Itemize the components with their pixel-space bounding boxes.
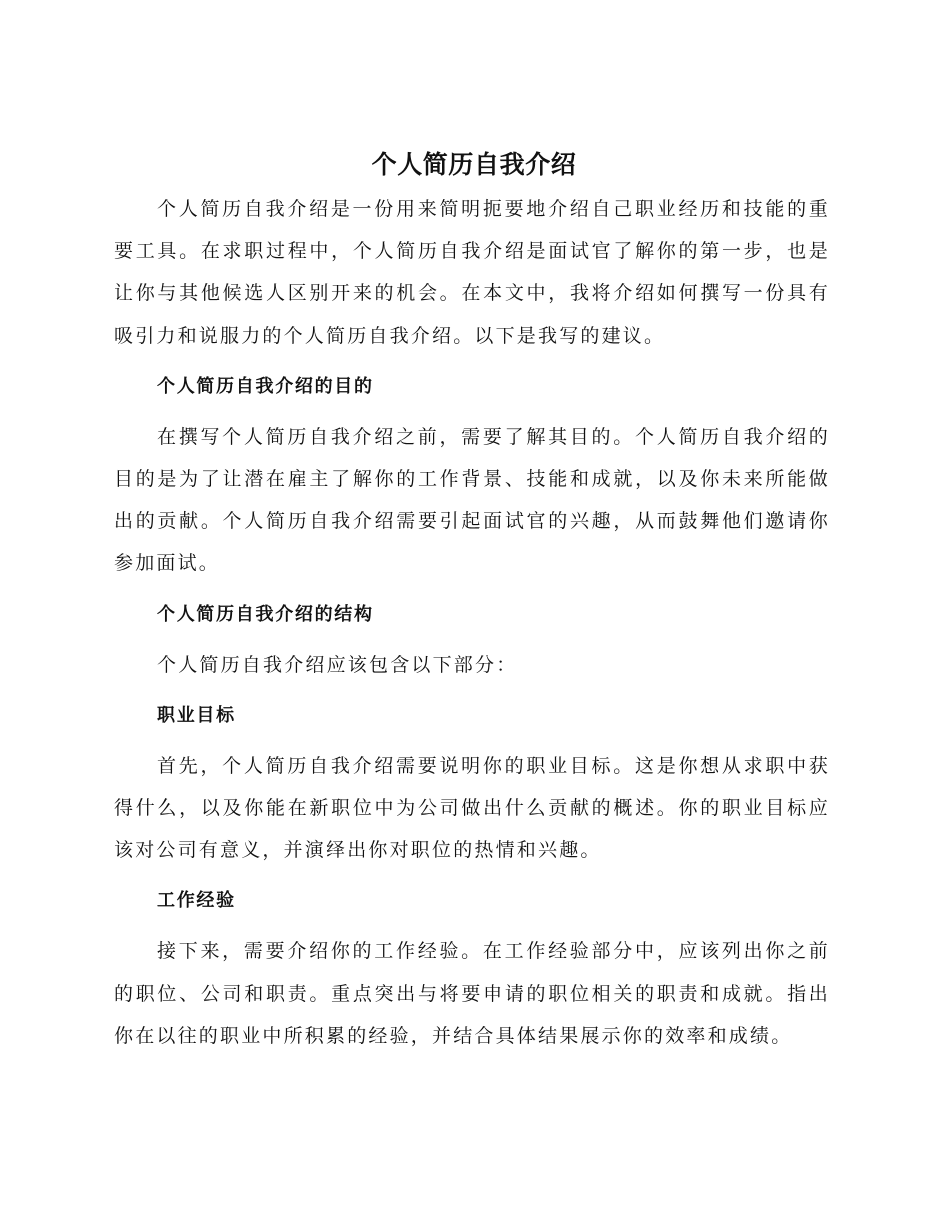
section-heading: 职业目标 [157, 704, 236, 726]
section-structure [114, 594, 830, 686]
intro-paragraph: 个人简历自我介绍是一份用来简明扼要地介绍自己职业经历和技能的重要工具。在求职过程中，个人简历自我介绍是面试官了解你的第一步，也是让你与其他候选人区别开来的机会。在本文中，我将介绍如何撰写一份具有吸引力和说服力的个人简历自我介绍。以下是我写的建议。 [114, 198, 830, 347]
section-heading: 工作经验 [157, 890, 236, 912]
section-heading: 个人简历自我介绍的结构 [157, 603, 374, 625]
section-paragraph: 在撰写个人简历自我介绍之前，需要了解其目的。个人简历自我介绍的目的是为了让潜在雇主了解你的工作背景、技能和成就，以及你未来所能做出的贡献。个人简历自我介绍需要引起面试官的兴趣，从而鼓舞他们邀请你参加面试。 [114, 425, 830, 575]
section-paragraph: 接下来，需要介绍你的工作经验。在工作经验部分中，应该列出你之前的职位、公司和职责。重点突出与将要申请的职位相关的职责和成就。指出你在以往的职业中所积累的经验，并结合具体结果展示你的效率和成绩。 [114, 940, 830, 1047]
section-career-goal [114, 695, 830, 872]
section-heading: 个人简历自我介绍的目的 [157, 375, 374, 397]
section-work-experience [114, 880, 830, 1057]
section-paragraph: 个人简历自我介绍应该包含以下部分： [157, 653, 518, 676]
section-purpose [114, 366, 830, 585]
section-paragraph: 首先，个人简历自我介绍需要说明你的职业目标。这是你想从求职中获得什么，以及你能在新职位中为公司做出什么贡献的概述。你的职业目标应该对公司有意义，并演绎出你对职位的热情和兴趣。 [114, 754, 830, 862]
document-title: 个人简历自我介绍 [371, 150, 577, 179]
